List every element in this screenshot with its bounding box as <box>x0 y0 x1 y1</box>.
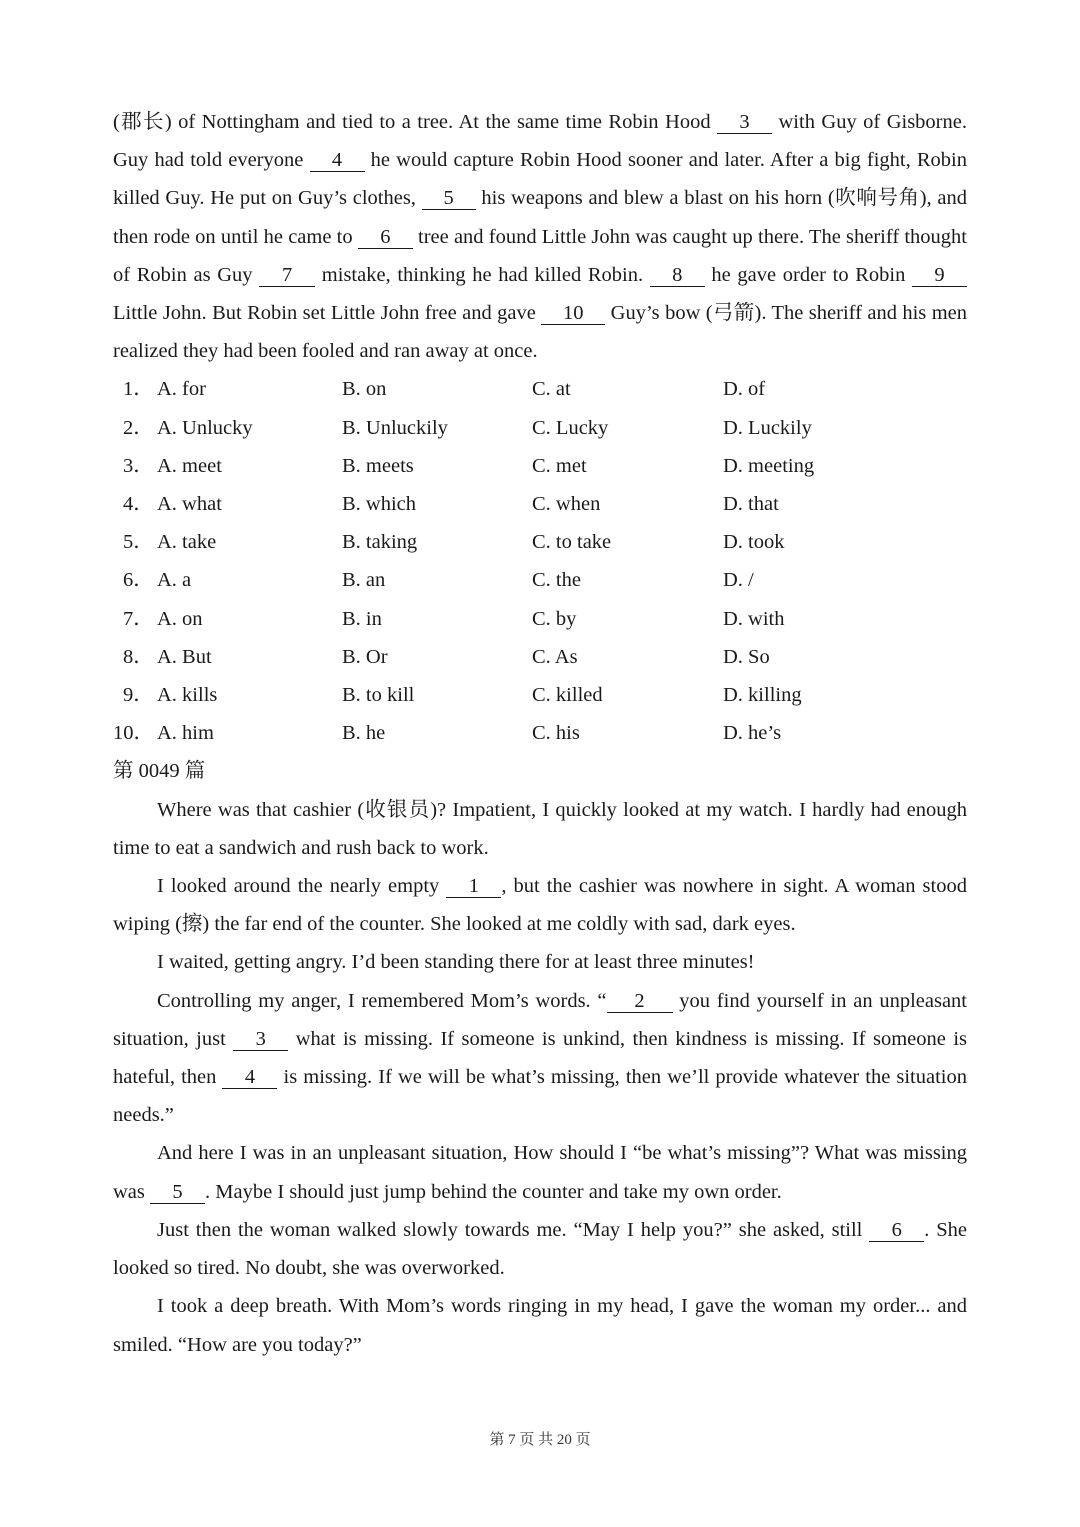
option-a: A. for <box>157 378 206 401</box>
option-a: A. kills <box>157 684 218 707</box>
option-a: A. a <box>157 569 192 592</box>
blank-7: 7 <box>259 264 315 287</box>
option-b: B. an <box>342 569 386 592</box>
blank-4: 4 <box>310 149 365 172</box>
option-a: A. Unlucky <box>157 416 253 439</box>
options-list <box>113 370 967 752</box>
passage2-paragraph-4: Controlling my anger, I remembered Mom’s words. “ 2 you find yourself in an unpleasant situation, just 3 what is missing. If someone is unkind, then kindness is missing. If someone is hateful, then 4 is missing. If we will be what’s missing, then we’ll provide whatever the situation needs.” <box>113 989 967 1127</box>
section-title: 第 0049 篇 <box>113 760 206 783</box>
option-b: B. taking <box>342 531 418 554</box>
passage1-paragraph: (郡长) of Nottingham and tied to a tree. At the same time Robin Hood 3 with Guy of Gisborne. Guy had told everyone 4 he would capture Robin Hood sooner and later. After a big fight, Robin killed Guy. He put on Guy’s clothes, 5 his weapons and blew a blast on his horn (吹响号角), and then rode on until he came to 6 tree and found Little John was caught up there. The sheriff thought of Robin as Guy 7 mistake, thinking he had killed Robin. 8 he gave order to Robin 9 Little John. But Robin set Little John free and gave 10 Guy’s bow (弓箭). The sheriff and his men realized they had been fooled and ran away at once. <box>113 111 968 363</box>
option-row: 8． A. But B. Or C. As D. So <box>113 638 967 676</box>
option-d: D. killing <box>723 684 802 707</box>
blank-4: 4 <box>222 1066 277 1089</box>
passage2-paragraph-2: I looked around the nearly empty 1 , but the cashier was nowhere in sight. A woman stood wiping (擦) the far end of the counter. She looked at me coldly with sad, dark eyes. <box>113 875 967 936</box>
option-d: D. So <box>723 645 770 668</box>
option-b: B. which <box>342 493 417 516</box>
passage2-paragraph-6: Just then the woman walked slowly towards me. “May I help you?” she asked, still 6 . She looked so tired. No doubt, she was overworked. <box>113 1218 967 1280</box>
blank-8: 8 <box>650 264 705 287</box>
option-d: D. meeting <box>723 454 815 477</box>
option-a: A. what <box>157 493 222 516</box>
option-d: D. took <box>723 531 785 554</box>
blank-10: 10 <box>541 302 605 325</box>
option-c: C. As <box>532 645 578 668</box>
passage2-paragraph-1: Where was that cashier (收银员)? Impatient, I quickly looked at my watch. I hardly had enough time to eat a sandwich and rush back to work. <box>113 798 967 859</box>
option-b: B. on <box>342 378 387 401</box>
option-d: D. / <box>723 569 754 592</box>
option-b: B. Or <box>342 645 388 668</box>
blank-3: 3 <box>233 1028 288 1051</box>
option-b: B. to kill <box>342 684 415 707</box>
option-b: B. he <box>342 722 386 745</box>
option-row: 4． A. what B. which C. when D. that <box>113 485 967 523</box>
option-a: A. take <box>157 531 217 554</box>
option-b: B. Unluckily <box>342 416 448 439</box>
option-c: C. Lucky <box>532 416 609 439</box>
blank-2: 2 <box>607 990 673 1013</box>
blank-9: 9 <box>912 264 967 287</box>
blank-5: 5 <box>150 1181 205 1204</box>
option-c: C. by <box>532 607 577 630</box>
option-c: C. when <box>532 493 601 516</box>
option-row: 1． A. for B. on C. at D. of <box>113 370 967 408</box>
option-a: A. him <box>157 722 214 745</box>
option-a: A. meet <box>157 454 222 477</box>
option-b: B. meets <box>342 454 414 477</box>
option-d: D. of <box>723 378 766 401</box>
option-c: C. met <box>532 454 587 477</box>
option-b: B. in <box>342 607 382 630</box>
blank-3: 3 <box>717 111 772 134</box>
option-c: C. to take <box>532 531 612 554</box>
option-row: 7． A. on B. in C. by D. with <box>113 600 967 638</box>
passage2-paragraph-7: I took a deep breath. With Mom’s words ringing in my head, I gave the woman my order... and smiled. “How are you today?” <box>113 1295 967 1356</box>
option-d: D. Luckily <box>723 416 812 439</box>
option-a: A. on <box>157 607 203 630</box>
option-row: 9． A. kills B. to kill C. killed D. killing <box>113 676 967 714</box>
passage2-paragraph-5: And here I was in an unpleasant situation, How should I “be what’s missing”? What was missing was 5 . Maybe I should just jump behind the counter and take my own order. <box>113 1142 967 1203</box>
option-c: C. his <box>532 722 580 745</box>
blank-5: 5 <box>422 187 476 210</box>
option-c: C. the <box>532 569 581 592</box>
blank-1: 1 <box>446 875 501 898</box>
option-d: D. with <box>723 607 785 630</box>
option-row: 10． A. him B. he C. his D. he’s <box>113 714 967 752</box>
option-d: D. that <box>723 493 779 516</box>
option-row: 6． A. a B. an C. the D. / <box>113 561 967 599</box>
option-row: 2． A. Unlucky B. Unluckily C. Lucky D. Luckily <box>113 409 967 447</box>
option-c: C. killed <box>532 684 603 707</box>
option-row: 3． A. meet B. meets C. met D. meeting <box>113 447 967 485</box>
option-c: C. at <box>532 378 571 401</box>
passage2-paragraph-3: I waited, getting angry. I’d been standing there for at least three minutes! <box>157 951 755 974</box>
option-a: A. But <box>157 645 212 668</box>
option-d: D. he’s <box>723 722 782 745</box>
blank-6: 6 <box>358 226 413 249</box>
blank-6: 6 <box>869 1219 924 1242</box>
page-content <box>113 103 967 1364</box>
option-row: 5． A. take B. taking C. to take D. took <box>113 523 967 561</box>
page-footer: 第 7 页 共 20 页 <box>489 1432 591 1448</box>
